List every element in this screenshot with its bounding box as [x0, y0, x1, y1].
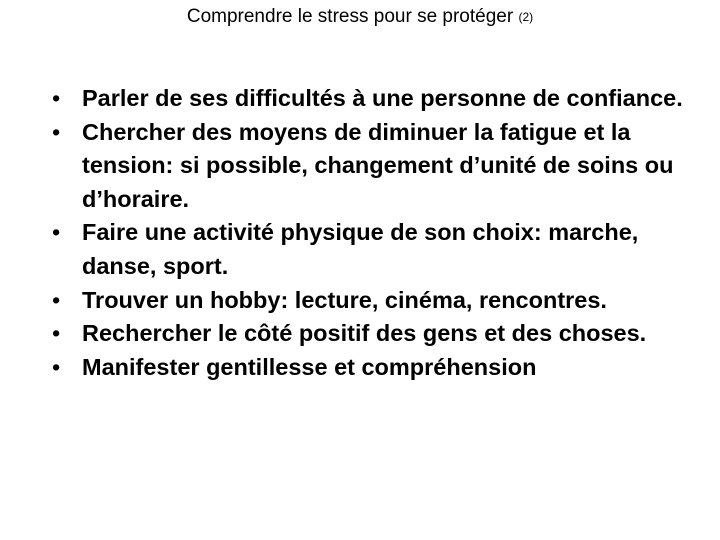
slide-title: [0, 4, 720, 30]
list-item: [52, 82, 702, 116]
bullet-icon: •: [52, 219, 61, 246]
bullet-icon: •: [52, 320, 61, 347]
slide-title-note: (2): [518, 10, 534, 24]
bullet-icon: •: [52, 286, 61, 313]
list-item: [52, 351, 702, 385]
bullet-text: Parler de ses difficultés à une personne de confiance.: [82, 85, 683, 111]
bullet-text: Faire une activité physique de son choix: marche, danse, sport.: [82, 219, 639, 279]
bullet-text: Rechercher le côté positif des gens et des choses.: [82, 320, 647, 347]
bullet-icon: •: [52, 85, 61, 111]
list-item: [52, 116, 702, 217]
list-item: [52, 284, 702, 318]
list-item: [52, 317, 702, 351]
bullet-icon: •: [52, 118, 61, 145]
list-item: [52, 216, 702, 283]
slide-title-text: Comprendre le stress pour se protéger: [186, 6, 514, 27]
bullet-text: Manifester gentillesse et compréhension: [82, 353, 537, 380]
bullet-icon: •: [52, 353, 61, 380]
bullet-text: Trouver un hobby: lecture, cinéma, rencontres.: [82, 286, 607, 313]
bullet-text: Chercher des moyens de diminuer la fatigue et la tension: si possible, changement d’unité de soins ou d’horaire.: [82, 118, 674, 212]
bullet-list: [52, 82, 702, 384]
